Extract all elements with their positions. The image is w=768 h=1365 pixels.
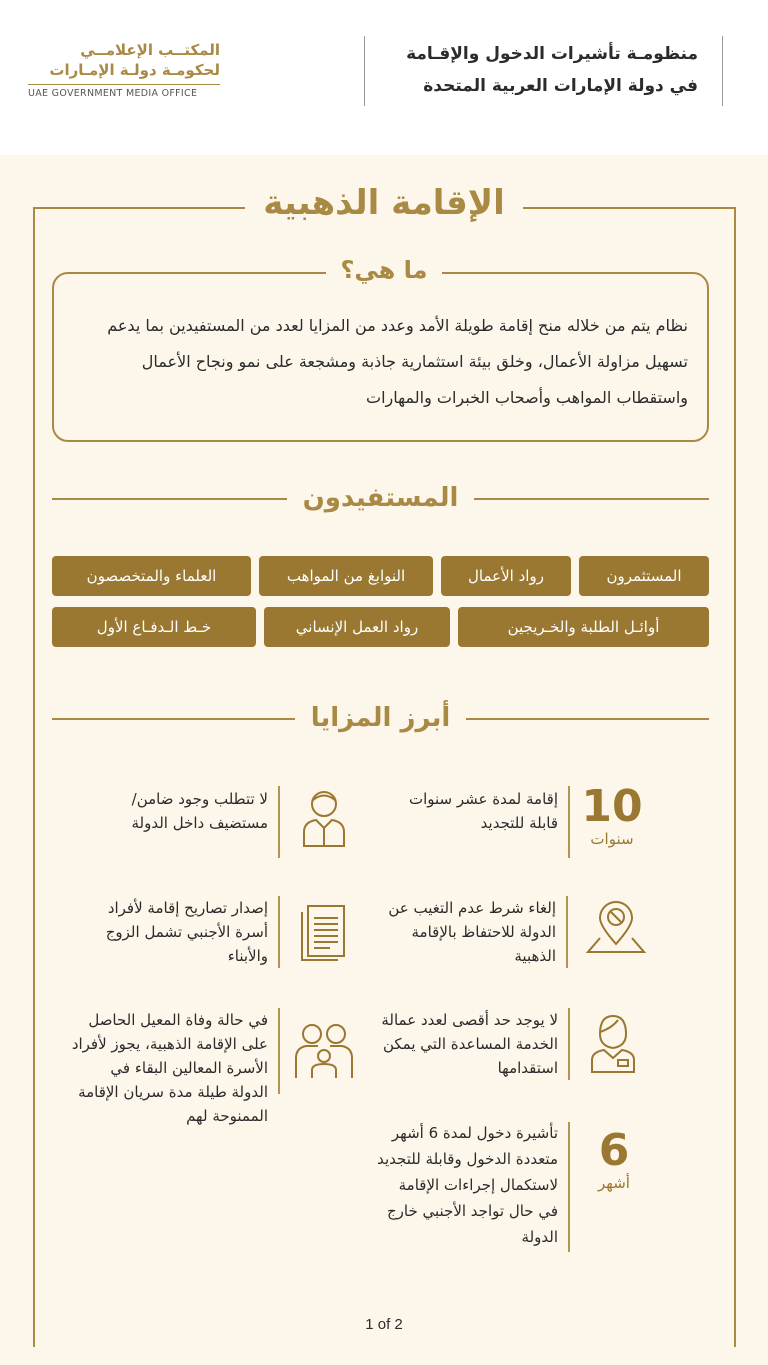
header-title [398, 38, 698, 102]
benefit-text: تأشيرة دخول لمدة 6 أشهر متعددة الدخول وقابلة للتجديد لاستكمال إجراءات الإقامة في حال تواجد الأجنبي خارج الدولة [377, 1124, 558, 1246]
beneficiary-chip: خـط الـدفـاع الأول [52, 607, 256, 647]
benefit-number: 6 [598, 1125, 630, 1176]
header-title-line2: في دولة الإمارات العربية المتحدة [423, 76, 698, 96]
header-bar [0, 0, 768, 155]
definition-text: نظام يتم من خلاله منح إقامة طويلة الأمد وعدد من المزايا لعدد من المستفيدين بما يدعم تسهيل مزاولة الأعمال، وخلق بيئة استثمارية جاذبة ومشجعة على نمو ونجاح الأعمال واستقطاب المواهب وأصحاب الخبرات والمهارات [107, 316, 688, 407]
person-icon [298, 786, 350, 848]
benefit-divider [568, 1122, 570, 1252]
benefit-text: لا تتطلب وجود ضامن/ مستضيف داخل الدولة [131, 790, 268, 832]
benefits-title: أبرز المزايا [295, 698, 467, 738]
document-icon [298, 904, 348, 962]
beneficiary-chip: العلماء والمتخصصون [52, 556, 251, 596]
benefit-text: إلغاء شرط عدم التغيب عن الدولة للاحتفاظ بالإقامة الذهبية [388, 899, 556, 965]
benefit-divider [278, 786, 280, 858]
logo-rule [28, 84, 220, 85]
logo-english: UAE GOVERNMENT MEDIA OFFICE [28, 88, 198, 99]
benefit-divider [568, 1008, 570, 1080]
beneficiaries-title: المستفيدون [287, 478, 475, 518]
benefit-number: 10 [581, 781, 643, 832]
page-title-text: الإقامة الذهبية [245, 180, 523, 226]
benefits-heading [52, 698, 709, 738]
header-divider [364, 36, 365, 106]
beneficiary-chip: أوائـل الطلبة والخـريجين [458, 607, 709, 647]
benefit-number-badge [584, 1125, 644, 1192]
location-pin-icon [586, 898, 646, 956]
media-office-logo [28, 40, 220, 99]
benefit-text: في حالة وفاة المعيل الحاصل على الإقامة الذهبية، يجوز لأفراد الأسرة المعالين البقاء في الدولة طيلة مدة سريان الإقامة الممنوحة لهم [71, 1011, 268, 1125]
beneficiary-chip: رواد الأعمال [441, 556, 571, 596]
logo-arabic-line1: المكتــب الإعلامــي [80, 41, 220, 59]
beneficiary-chip: المستثمرون [579, 556, 709, 596]
domestic-worker-icon [588, 1012, 638, 1074]
header-title-line1: منظومـة تأشيرات الدخول والإقـامة [406, 44, 698, 64]
beneficiary-chip: رواد العمل الإنساني [264, 607, 450, 647]
benefit-unit: أشهر [598, 1174, 630, 1192]
logo-arabic-line2: لحكومـة دولـة الإمـارات [49, 61, 220, 79]
header-divider [722, 36, 723, 106]
page-indicator: 1 of 2 [365, 1316, 403, 1333]
benefit-unit: سنوات [590, 830, 634, 848]
benefit-divider [568, 786, 570, 858]
definition-title-text: ما هي؟ [326, 252, 441, 288]
benefit-divider [278, 896, 280, 968]
benefit-divider [278, 1008, 280, 1094]
benefit-text: لا يوجد حد أقصى لعدد عمالة الخدمة المساعدة التي يمكن استقدامها [381, 1011, 558, 1077]
benefit-number-badge [580, 781, 644, 848]
benefit-text: إقامة لمدة عشر سنوات قابلة للتجديد [408, 790, 558, 832]
family-icon [294, 1020, 354, 1080]
definition-title [0, 252, 768, 288]
beneficiaries-heading [52, 478, 709, 518]
benefit-divider [566, 896, 568, 968]
beneficiary-chip: النوابغ من المواهب [259, 556, 433, 596]
benefit-text: إصدار تصاريح إقامة لأفراد أسرة الأجنبي تشمل الزوج والأبناء [105, 899, 268, 965]
